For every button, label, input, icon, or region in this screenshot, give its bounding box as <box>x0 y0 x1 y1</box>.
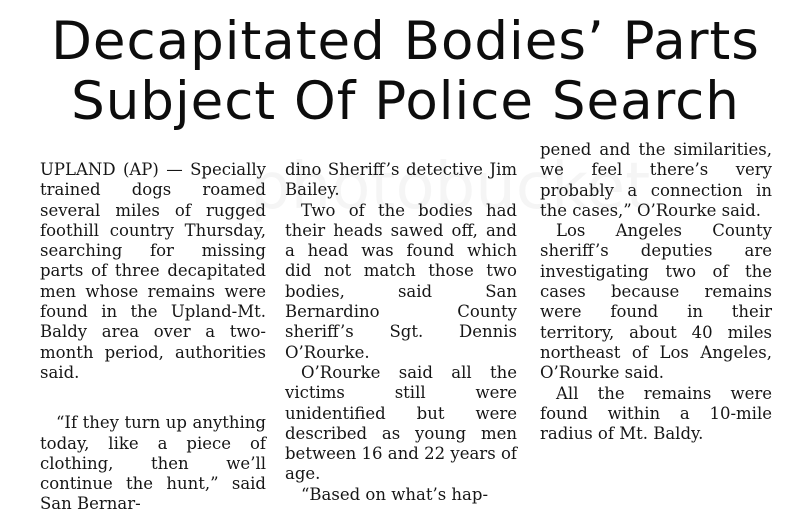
article-column-2 <box>285 160 517 505</box>
article-paragraph: “If they turn up anything today, like a piece of clothing, then we’ll continue the hunt,” said San Bernar- <box>40 413 266 514</box>
headline-line-1: Decapitated Bodies’ Parts <box>51 11 760 72</box>
article-paragraph: Two of the bodies had their heads sawed off, and a head was found which did not match those two bodies, said San Bernardino County sheriff’s Sgt. Dennis O’Rourke. <box>285 200 517 362</box>
article-paragraph: “Based on what’s hap- <box>301 484 489 504</box>
article-paragraph: dino Sheriff’s detective Jim Bailey. <box>285 160 517 200</box>
article-column-1 <box>40 160 266 515</box>
article-paragraph: O’Rourke said all the victims still were unidentified but were described as young men between 16 and 22 years of age. <box>285 362 517 484</box>
article-paragraph: All the remains were found within a 10-mile radius of Mt. Baldy. <box>540 383 772 444</box>
article-paragraph: Los Angeles County sheriff’s deputies are investigating two of the cases because remains were found in their territory, about 40 miles northeast of Los Angeles, O’Rourke said. <box>540 221 772 383</box>
article-column-3 <box>540 140 772 444</box>
article-paragraph: pened and the similarities, we feel there’s very probably a connection in the cases,” O’Rourke said. <box>540 140 772 220</box>
article-paragraph: UPLAND (AP) — Specially trained dogs roamed several miles of rugged foothill country Thursday, searching for missing parts of three decapitated men whose remains were found in the Upland-Mt. Baldy area over a two-month period, authorities said. <box>40 160 266 382</box>
headline-line-2: Subject Of Police Search <box>71 71 740 132</box>
headline <box>0 12 811 132</box>
